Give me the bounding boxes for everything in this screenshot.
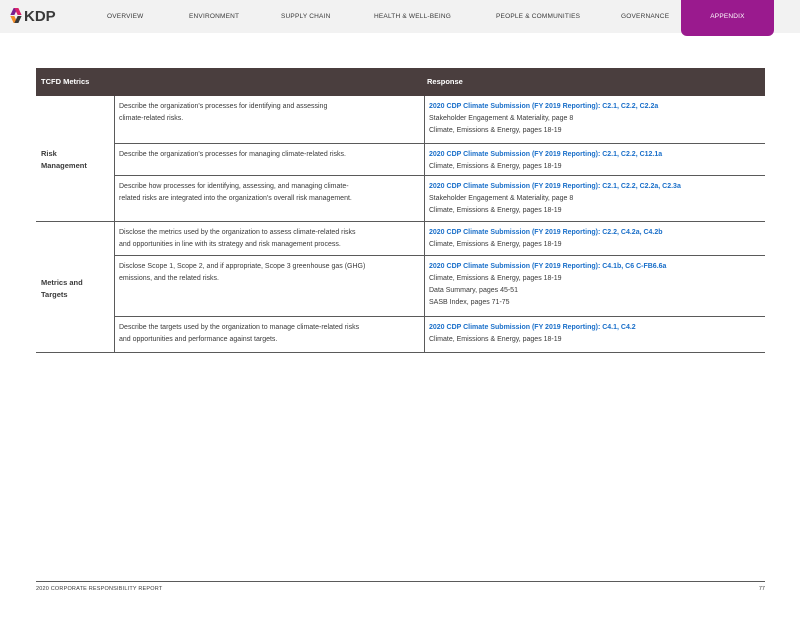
desc-line: climate-related risks. — [119, 115, 184, 122]
nav-supply-chain[interactable]: SUPPLY CHAIN — [281, 13, 331, 20]
desc-line: Describe the organization's processes for managing climate-related risks. — [119, 151, 346, 158]
group-label-line: Risk — [41, 149, 57, 158]
row-description — [119, 149, 419, 161]
cdp-submission-link[interactable]: 2020 CDP Climate Submission (FY 2019 Reporting): C4.1, C4.2 — [429, 324, 636, 331]
response-reference: Climate, Emissions & Energy, pages 18-19 — [429, 275, 562, 282]
header-response: Response — [427, 77, 463, 86]
desc-line: emissions, and the related risks. — [119, 275, 219, 282]
page-number: 77 — [758, 586, 765, 592]
desc-line: Describe the targets used by the organization to manage climate-related risks — [119, 324, 360, 331]
tcfd-metrics-table — [36, 68, 765, 353]
cdp-submission-link[interactable]: 2020 CDP Climate Submission (FY 2019 Reporting): C2.2, C4.2a, C4.2b — [429, 229, 663, 236]
cdp-submission-link[interactable]: 2020 CDP Climate Submission (FY 2019 Reporting): C2.1, C2.2, C2.2a — [429, 103, 659, 110]
response-reference: Data Summary, pages 45-51 — [429, 287, 518, 294]
response-reference: Climate, Emissions & Energy, pages 18-19 — [429, 163, 562, 170]
group-label-line: Management — [41, 161, 87, 170]
kdp-logo-mark-icon — [12, 8, 22, 24]
group-label-line: Metrics and — [41, 278, 83, 287]
row-description — [119, 227, 419, 251]
group-label-risk-management — [41, 148, 87, 172]
table-row — [115, 317, 765, 352]
group-label-metrics-and-targets — [41, 277, 83, 301]
row-response — [424, 317, 766, 352]
group-label-line: Targets — [41, 290, 68, 299]
response-reference: Stakeholder Engagement & Materiality, page 8 — [429, 115, 574, 122]
cdp-submission-link[interactable]: 2020 CDP Climate Submission (FY 2019 Reporting): C2.1, C2.2, C12.1a — [429, 151, 663, 158]
nav-environment[interactable]: ENVIRONMENT — [189, 13, 240, 20]
group-risk-management — [36, 96, 765, 222]
row-description — [119, 322, 419, 346]
nav-appendix-active-tab[interactable]: APPENDIX — [681, 0, 774, 36]
desc-line: Describe how processes for identifying, assessing, and managing climate- — [119, 183, 349, 190]
response-reference: Climate, Emissions & Energy, pages 18-19 — [429, 127, 562, 134]
table-row — [115, 222, 765, 256]
row-response — [424, 222, 766, 255]
header-tcfd-metrics: TCFD Metrics — [41, 77, 90, 86]
desc-line: Disclose Scope 1, Scope 2, and if appropriate, Scope 3 greenhouse gas (GHG) — [119, 263, 366, 270]
desc-line: related risks are integrated into the organization's overall risk management. — [119, 195, 352, 202]
response-reference: Climate, Emissions & Energy, pages 18-19 — [429, 336, 562, 343]
footer-divider — [36, 581, 765, 582]
table-row — [115, 96, 765, 144]
kdp-logo-text: KDP — [24, 7, 56, 25]
desc-line: and opportunities and performance against targets. — [119, 336, 278, 343]
top-navigation-bar — [0, 0, 800, 33]
row-response — [424, 256, 766, 316]
nav-people-communities[interactable]: PEOPLE & COMMUNITIES — [496, 13, 581, 20]
row-response — [424, 96, 766, 143]
cdp-submission-link[interactable]: 2020 CDP Climate Submission (FY 2019 Reporting): C4.1b, C6 C-FB6.6a — [429, 263, 667, 270]
group-metrics-and-targets — [36, 222, 765, 353]
response-reference: Climate, Emissions & Energy, pages 18-19 — [429, 207, 562, 214]
response-reference: Climate, Emissions & Energy, pages 18-19 — [429, 241, 562, 248]
row-response — [424, 144, 766, 175]
nav-overview[interactable]: OVERVIEW — [107, 13, 144, 20]
footer-report-title: 2020 CORPORATE RESPONSIBILITY REPORT — [36, 586, 163, 592]
table-row — [115, 256, 765, 317]
response-reference: Stakeholder Engagement & Materiality, page 8 — [429, 195, 574, 202]
nav-governance[interactable]: GOVERNANCE — [621, 13, 670, 20]
table-row — [115, 144, 765, 176]
cdp-submission-link[interactable]: 2020 CDP Climate Submission (FY 2019 Reporting): C2.1, C2.2, C2.2a, C2.3a — [429, 183, 681, 190]
desc-line: and opportunities in line with its strategy and risk management process. — [119, 241, 341, 248]
row-description — [119, 181, 419, 205]
row-description — [119, 261, 419, 285]
desc-line: Describe the organization's processes for identifying and assessing — [119, 103, 328, 110]
table-row — [115, 176, 765, 221]
row-description — [119, 101, 419, 125]
table-header — [36, 68, 765, 96]
response-reference: SASB Index, pages 71-75 — [429, 299, 510, 306]
kdp-logo[interactable] — [12, 7, 56, 25]
row-response — [424, 176, 766, 221]
nav-health-well-being[interactable]: HEALTH & WELL-BEING — [374, 13, 452, 20]
desc-line: Disclose the metrics used by the organization to assess climate-related risks — [119, 229, 356, 236]
